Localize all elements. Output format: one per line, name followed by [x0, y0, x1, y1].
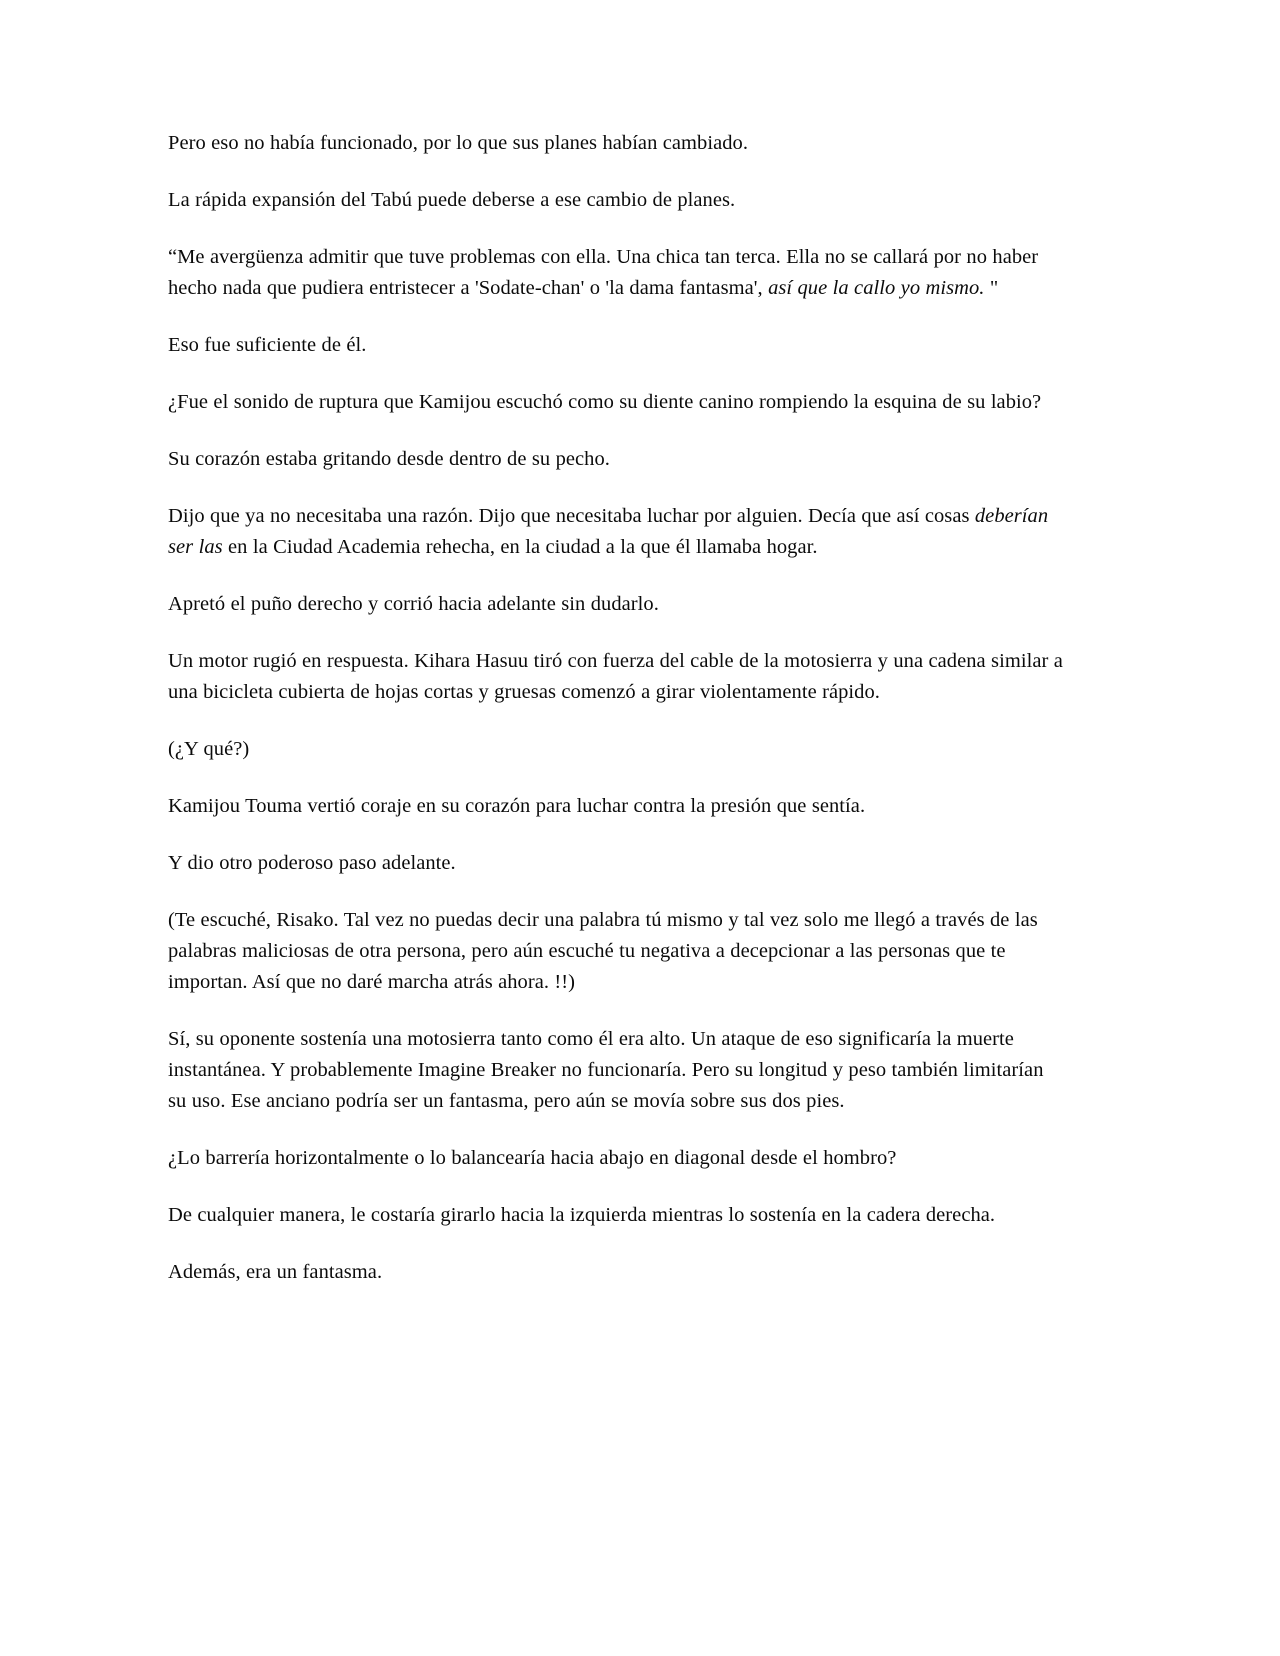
- paragraph-paso-adelante: [168, 848, 1063, 879]
- body-text: Pero eso no había funcionado, por lo que sus planes habían cambiado.: [168, 132, 749, 154]
- paragraph-ademas-fantasma: [168, 1257, 1063, 1288]
- document-text-column: [168, 128, 1063, 1288]
- paragraph-expansion-tabu: [168, 185, 1063, 216]
- body-text: De cualquier manera, le costaría girarlo hacia la izquierda mientras lo sostenía en la cadera derecha.: [168, 1204, 996, 1226]
- body-text: Eso fue suficiente de él.: [168, 334, 367, 356]
- paragraph-apreto-puno: [168, 589, 1063, 620]
- emphasis-text: así que la callo yo mismo.: [768, 277, 985, 299]
- paragraph-corazon-gritando: [168, 444, 1063, 475]
- paragraph-barreria-horizontalmente: [168, 1143, 1063, 1174]
- body-text: ¿Lo barrería horizontalmente o lo balancearía hacia abajo en diagonal desde el hombro?: [168, 1147, 897, 1169]
- body-text: ": [984, 277, 999, 299]
- body-text: Dijo que ya no necesitaba una razón. Dijo que necesitaba luchar por alguien. Decía que así cosas: [168, 505, 975, 527]
- body-text: ¿Fue el sonido de ruptura que Kamijou escuchó como su diente canino rompiendo la esquina de su labio?: [168, 391, 1042, 413]
- body-text: (¿Y qué?): [168, 738, 250, 760]
- body-text: Su corazón estaba gritando desde dentro de su pecho.: [168, 448, 610, 470]
- paragraph-costaria-girarlo: [168, 1200, 1063, 1231]
- body-text: en la Ciudad Academia rehecha, en la ciudad a la que él llamaba hogar.: [222, 536, 818, 558]
- body-text: “Me avergüenza admitir que tuve problemas con ella. Una chica tan terca. Ella no se callará por no haber hecho nada que pudiera entristecer a 'Sodate-chan' o 'la dama fantasma',: [168, 246, 1039, 299]
- emphasis-text: deberían ser las: [168, 505, 1049, 558]
- body-text: Kamijou Touma vertió coraje en su corazón para luchar contra la presión que sentía.: [168, 795, 866, 817]
- paragraph-kamijou-touma-coraje: [168, 791, 1063, 822]
- paragraph-sonido-ruptura: [168, 387, 1063, 418]
- paragraph-dijo-razon: [168, 501, 1063, 563]
- paragraph-quote-averguenza: [168, 242, 1063, 304]
- paragraph-y-que: [168, 734, 1063, 765]
- paragraph-oponente-motosierra: [168, 1024, 1063, 1117]
- body-text: Además, era un fantasma.: [168, 1261, 383, 1283]
- body-text: Y dio otro poderoso paso adelante.: [168, 852, 456, 874]
- body-text: Sí, su oponente sostenía una motosierra tanto como él era alto. Un ataque de eso significaría la muerte instantánea. Y probablemente Imagine Breaker no funcionaría. Pero su longitud y peso también limitarían su uso. Ese anciano podría ser un fantasma, pero aún se movía sobre sus dos pies.: [168, 1028, 1044, 1112]
- paragraph-motor-rugio: [168, 646, 1063, 708]
- body-text: La rápida expansión del Tabú puede deberse a ese cambio de planes.: [168, 189, 736, 211]
- paragraph-te-escuche-risako: [168, 905, 1063, 998]
- paragraph-eso-fue-suficiente: [168, 330, 1063, 361]
- paragraph-planes-cambiado: [168, 128, 1063, 159]
- body-text: Un motor rugió en respuesta. Kihara Hasuu tiró con fuerza del cable de la motosierra y una cadena similar a una bicicleta cubierta de hojas cortas y gruesas comenzó a girar violentamente rápido.: [168, 650, 1063, 703]
- body-text: Apretó el puño derecho y corrió hacia adelante sin dudarlo.: [168, 593, 659, 615]
- body-text: (Te escuché, Risako. Tal vez no puedas decir una palabra tú mismo y tal vez solo me llegó a través de las palabras maliciosas de otra persona, pero aún escuché tu negativa a decepcionar a las personas que te importan. Así que no daré marcha atrás ahora. !!): [168, 909, 1038, 993]
